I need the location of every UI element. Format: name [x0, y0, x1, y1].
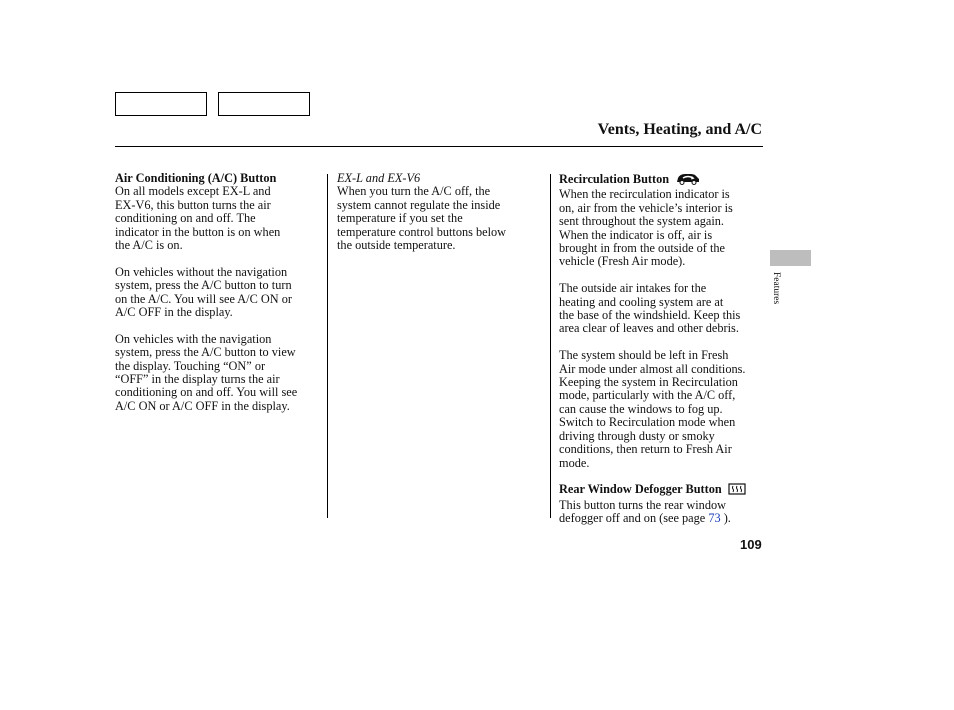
recirculation-heading: [559, 172, 765, 188]
text-line: on, air from the vehicle’s interior is: [559, 200, 733, 215]
text-line: system, press the A/C button to turn: [115, 278, 292, 293]
page-73-link[interactable]: 73: [708, 511, 721, 526]
text-line: mode.: [559, 455, 590, 470]
text-line: Switch to Recirculation mode when: [559, 415, 736, 430]
text-line: This button turns the rear window: [559, 497, 727, 512]
text-line: The outside air intakes for the: [559, 281, 707, 296]
text-line: area clear of leaves and other debris.: [559, 321, 739, 336]
text-line: Air mode under almost all conditions.: [559, 361, 746, 376]
column-1: [115, 172, 327, 413]
rear-defogger-icon: [728, 483, 746, 498]
ac-button-heading: Air Conditioning (A/C) Button: [115, 171, 277, 185]
text-line: heating and cooling system are at: [559, 294, 724, 309]
text-line: on the A/C. You will see A/C ON or: [115, 291, 292, 306]
text-line: system, press the A/C button to view: [115, 345, 296, 360]
text-line: vehicle (Fresh Air mode).: [559, 254, 686, 269]
text-line: can cause the windows to fog up.: [559, 401, 723, 416]
title-divider: [115, 146, 763, 147]
text-line: When the indicator is off, air is: [559, 227, 713, 242]
column-3: [559, 172, 765, 526]
text-line: conditions, then return to Fresh Air: [559, 442, 732, 457]
column-2: [337, 172, 542, 252]
page-title: Vents, Heating, and A/C: [597, 121, 762, 138]
text-line: driving through dusty or smoky: [559, 428, 715, 443]
text-line: the outside temperature.: [337, 238, 456, 253]
defogger-heading: [559, 483, 765, 498]
recirculation-paragraph-2: [559, 282, 765, 336]
recirculation-paragraph-1: [559, 188, 765, 268]
defogger-heading-label: Rear Window Defogger Button: [559, 482, 722, 497]
text-line: On all models except EX-L and: [115, 184, 271, 199]
column-divider-1: [327, 174, 328, 518]
ac-paragraph-2: [115, 266, 327, 320]
model-subheading: EX-L and EX-V6: [337, 171, 421, 185]
ac-paragraph-1: [115, 185, 327, 252]
nav-button-2[interactable]: [218, 92, 310, 116]
text-line: the A/C is on.: [115, 238, 183, 253]
text-line: The system should be left in Fresh: [559, 348, 729, 363]
page-number: 109: [740, 537, 762, 552]
text-line: “OFF” in the display turns the air: [115, 372, 280, 387]
text-line: mode, particularly with the A/C off,: [559, 388, 736, 403]
text-line: On vehicles without the navigation: [115, 264, 288, 279]
text-line: When the recirculation indicator is: [559, 187, 730, 202]
text-line: conditioning on and off. You will see: [115, 385, 298, 400]
text-line: temperature control buttons below: [337, 224, 507, 239]
text-line: A/C OFF in the display.: [115, 305, 233, 320]
text-line: system cannot regulate the inside: [337, 197, 501, 212]
recirculation-car-icon: [675, 172, 701, 188]
text-line: EX-V6, this button turns the air: [115, 197, 271, 212]
defogger-paragraph: [559, 499, 765, 526]
text-line: On vehicles with the navigation: [115, 331, 272, 346]
text-line: A/C ON or A/C OFF in the display.: [115, 398, 290, 413]
text-line: conditioning on and off. The: [115, 211, 256, 226]
text-fragment: ).: [720, 511, 731, 526]
text-fragment: defogger off and on (see page: [559, 511, 709, 526]
text-line: Keeping the system in Recirculation: [559, 375, 738, 390]
text-line: When you turn the A/C off, the: [337, 184, 491, 199]
nav-button-1[interactable]: [115, 92, 207, 116]
text-line: indicator in the button is on when: [115, 224, 281, 239]
text-line: the base of the windshield. Keep this: [559, 308, 741, 323]
text-line: the display. Touching “ON” or: [115, 358, 266, 373]
text-line: sent throughout the system again.: [559, 214, 724, 229]
section-label: Features: [771, 272, 781, 305]
recirculation-heading-label: Recirculation Button: [559, 172, 670, 186]
recirculation-paragraph-3: [559, 349, 765, 470]
column-divider-2: [550, 174, 551, 518]
text-line: temperature if you set the: [337, 211, 463, 226]
text-line: [559, 512, 765, 525]
ac-off-paragraph: [337, 185, 542, 252]
text-line: brought in from the outside of the: [559, 241, 725, 256]
ac-paragraph-3: [115, 333, 327, 413]
section-tab: [770, 250, 811, 266]
